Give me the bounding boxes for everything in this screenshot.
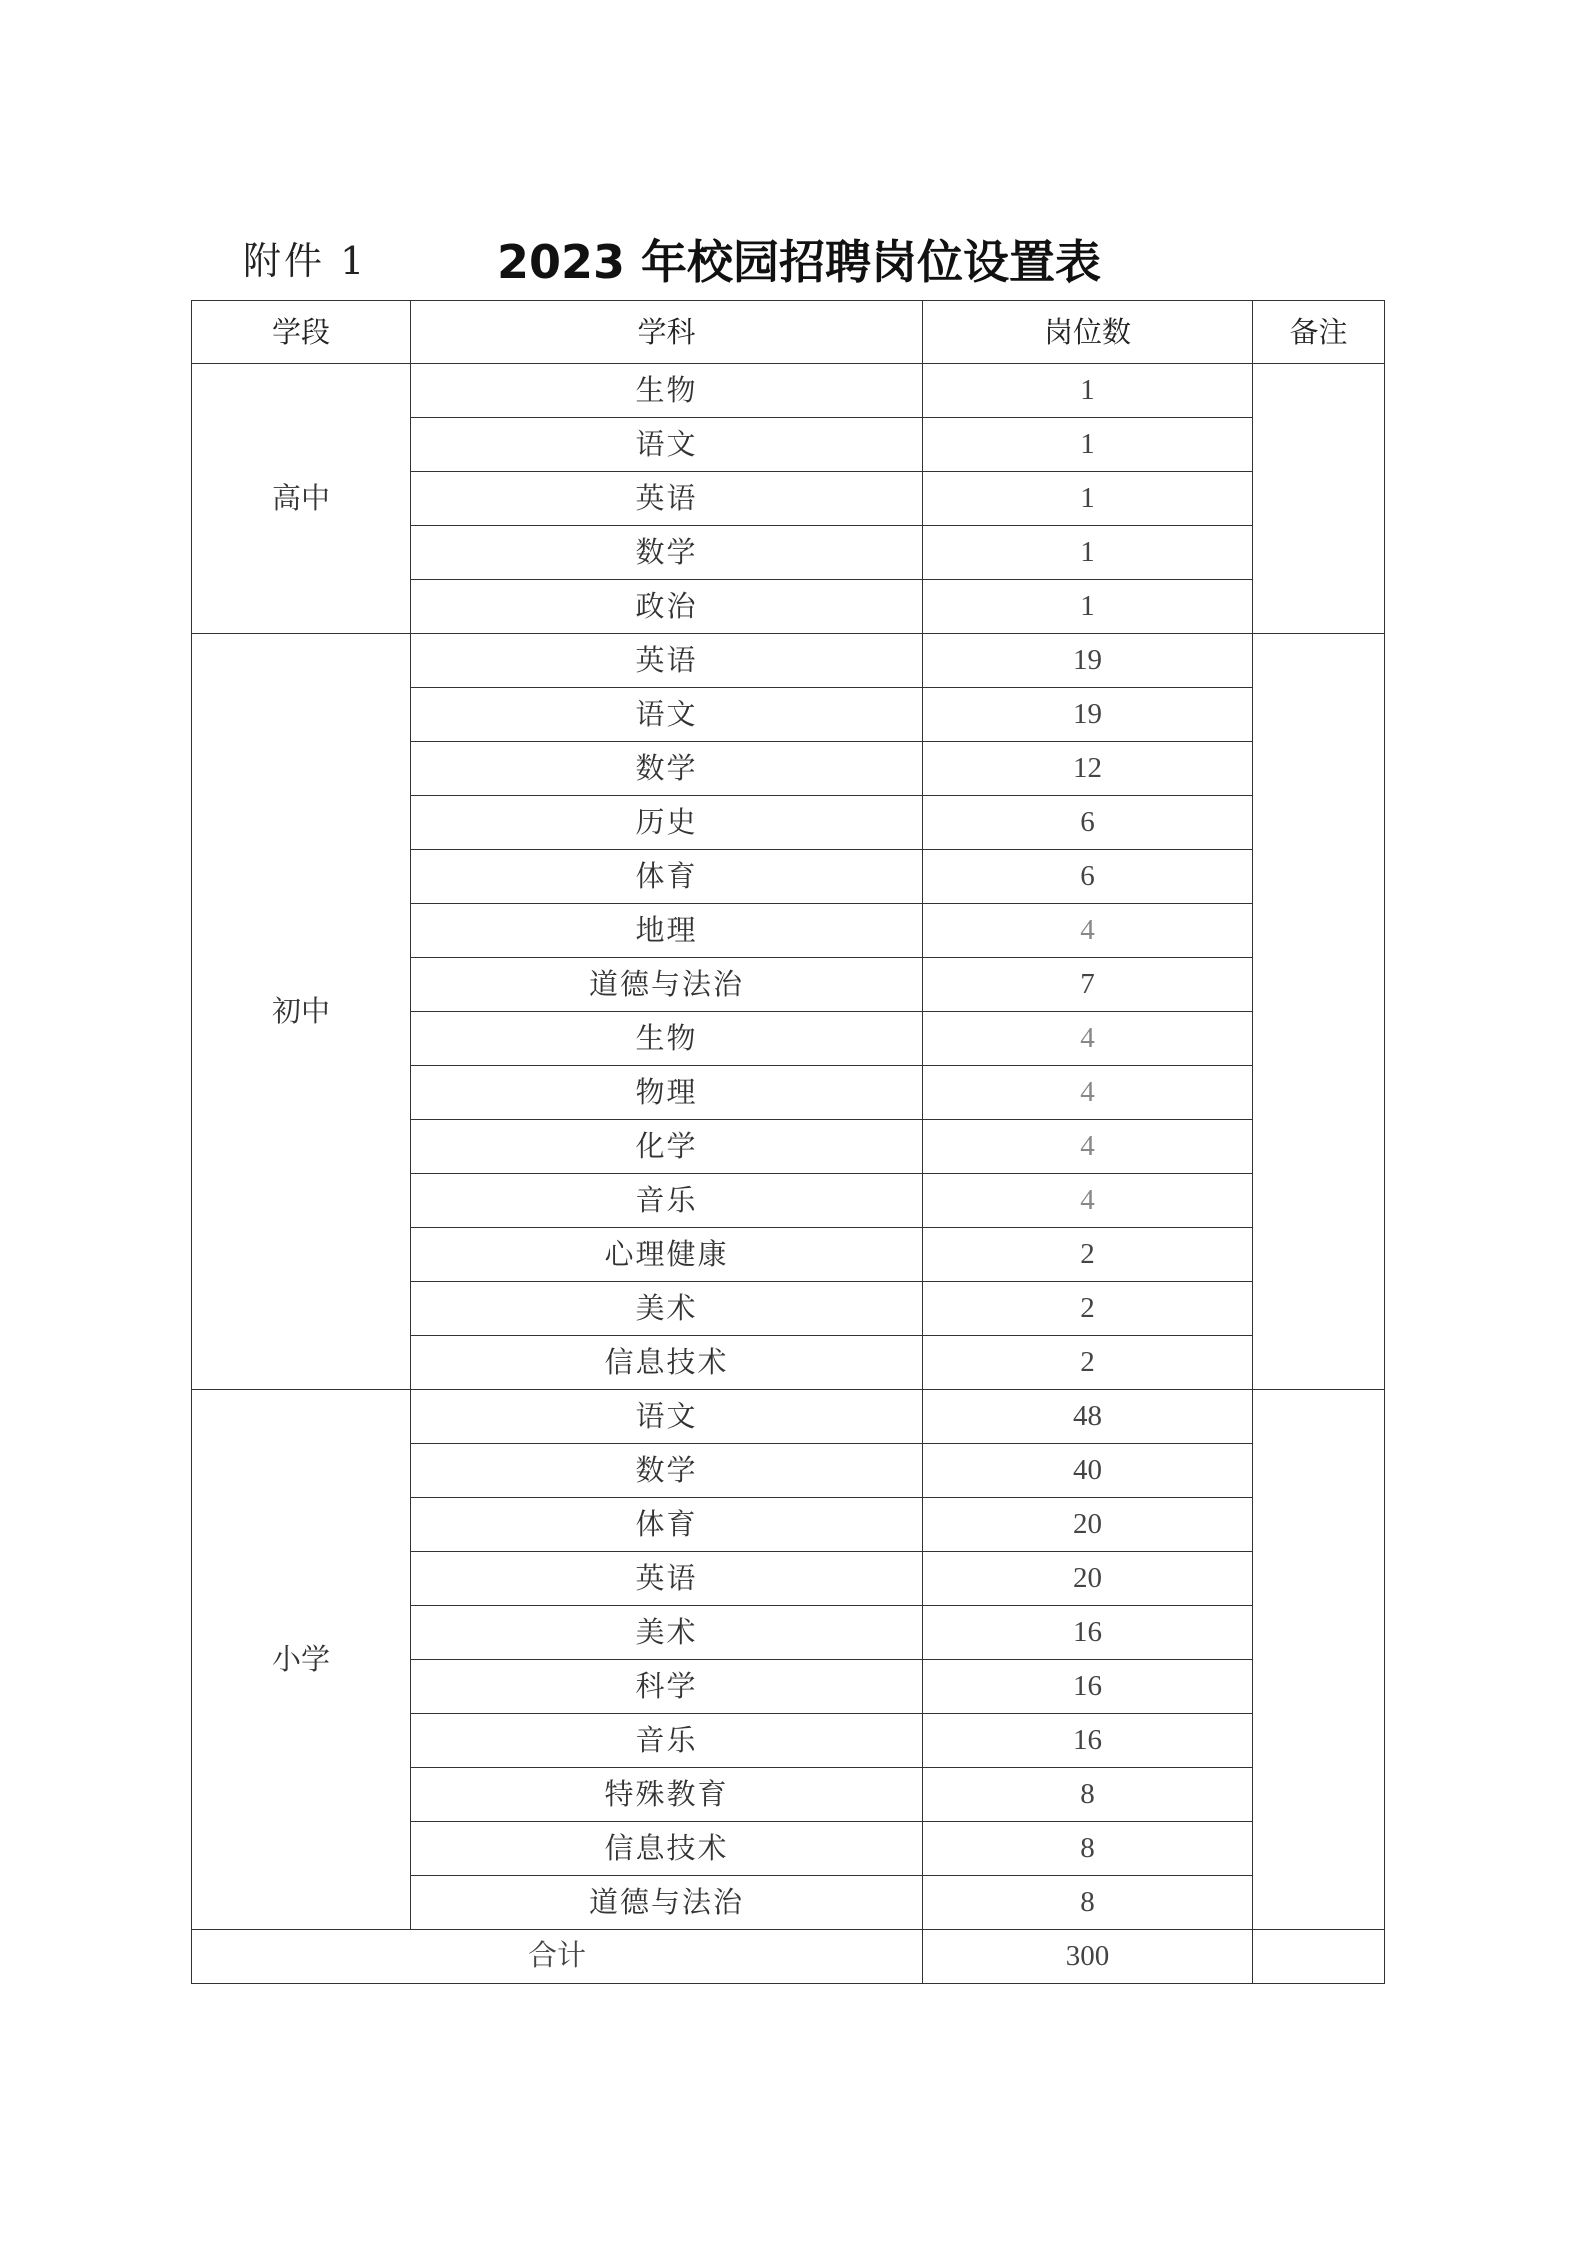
count-cell: 8 bbox=[923, 1768, 1253, 1822]
note-cell bbox=[1253, 1390, 1385, 1930]
subject-cell: 生物 bbox=[411, 364, 923, 418]
count-cell: 16 bbox=[923, 1714, 1253, 1768]
subject-cell: 信息技术 bbox=[411, 1822, 923, 1876]
subject-cell: 英语 bbox=[411, 634, 923, 688]
count-cell: 48 bbox=[923, 1390, 1253, 1444]
subject-cell: 音乐 bbox=[411, 1714, 923, 1768]
count-cell: 8 bbox=[923, 1822, 1253, 1876]
subject-cell: 英语 bbox=[411, 1552, 923, 1606]
annex-label: 附件 1 bbox=[243, 239, 368, 283]
subject-cell: 语文 bbox=[411, 1390, 923, 1444]
positions-table bbox=[191, 300, 1385, 1984]
subject-cell: 地理 bbox=[411, 904, 923, 958]
count-cell: 40 bbox=[923, 1444, 1253, 1498]
subject-cell: 政治 bbox=[411, 580, 923, 634]
count-cell: 4 bbox=[923, 1120, 1253, 1174]
header-count: 岗位数 bbox=[923, 301, 1253, 364]
subject-cell: 数学 bbox=[411, 526, 923, 580]
subject-cell: 科学 bbox=[411, 1660, 923, 1714]
count-cell: 12 bbox=[923, 742, 1253, 796]
subject-cell: 数学 bbox=[411, 742, 923, 796]
header-stage: 学段 bbox=[192, 301, 411, 364]
table-row bbox=[192, 1390, 1385, 1444]
subject-cell: 心理健康 bbox=[411, 1228, 923, 1282]
count-cell: 4 bbox=[923, 904, 1253, 958]
count-cell: 16 bbox=[923, 1660, 1253, 1714]
count-cell: 8 bbox=[923, 1876, 1253, 1930]
stage-cell: 高中 bbox=[192, 364, 411, 634]
subject-cell: 生物 bbox=[411, 1012, 923, 1066]
table-header-row bbox=[192, 301, 1385, 364]
count-cell: 19 bbox=[923, 634, 1253, 688]
total-label: 合计 bbox=[192, 1930, 923, 1984]
table-row bbox=[192, 364, 1385, 418]
count-cell: 2 bbox=[923, 1336, 1253, 1390]
count-cell: 2 bbox=[923, 1282, 1253, 1336]
note-cell bbox=[1253, 364, 1385, 634]
subject-cell: 物理 bbox=[411, 1066, 923, 1120]
subject-cell: 音乐 bbox=[411, 1174, 923, 1228]
count-cell: 4 bbox=[923, 1174, 1253, 1228]
subject-cell: 语文 bbox=[411, 418, 923, 472]
count-cell: 16 bbox=[923, 1606, 1253, 1660]
table-body bbox=[192, 364, 1385, 1984]
subject-cell: 化学 bbox=[411, 1120, 923, 1174]
table-row bbox=[192, 634, 1385, 688]
count-cell: 1 bbox=[923, 418, 1253, 472]
page-title: 2023 年校园招聘岗位设置表 bbox=[497, 235, 1102, 289]
subject-cell: 体育 bbox=[411, 1498, 923, 1552]
subject-cell: 信息技术 bbox=[411, 1336, 923, 1390]
count-cell: 2 bbox=[923, 1228, 1253, 1282]
total-count: 300 bbox=[923, 1930, 1253, 1984]
count-cell: 4 bbox=[923, 1066, 1253, 1120]
stage-cell: 初中 bbox=[192, 634, 411, 1390]
subject-cell: 历史 bbox=[411, 796, 923, 850]
total-row bbox=[192, 1930, 1385, 1984]
header-note: 备注 bbox=[1253, 301, 1385, 364]
stage-cell: 小学 bbox=[192, 1390, 411, 1930]
count-cell: 20 bbox=[923, 1498, 1253, 1552]
subject-cell: 英语 bbox=[411, 472, 923, 526]
subject-cell: 数学 bbox=[411, 1444, 923, 1498]
note-cell bbox=[1253, 634, 1385, 1390]
subject-cell: 美术 bbox=[411, 1282, 923, 1336]
subject-cell: 道德与法治 bbox=[411, 958, 923, 1012]
count-cell: 1 bbox=[923, 364, 1253, 418]
count-cell: 6 bbox=[923, 796, 1253, 850]
subject-cell: 道德与法治 bbox=[411, 1876, 923, 1930]
subject-cell: 语文 bbox=[411, 688, 923, 742]
count-cell: 1 bbox=[923, 526, 1253, 580]
count-cell: 7 bbox=[923, 958, 1253, 1012]
header-subject: 学科 bbox=[411, 301, 923, 364]
subject-cell: 特殊教育 bbox=[411, 1768, 923, 1822]
count-cell: 4 bbox=[923, 1012, 1253, 1066]
subject-cell: 体育 bbox=[411, 850, 923, 904]
count-cell: 19 bbox=[923, 688, 1253, 742]
total-note bbox=[1253, 1930, 1385, 1984]
count-cell: 1 bbox=[923, 472, 1253, 526]
count-cell: 1 bbox=[923, 580, 1253, 634]
count-cell: 6 bbox=[923, 850, 1253, 904]
subject-cell: 美术 bbox=[411, 1606, 923, 1660]
count-cell: 20 bbox=[923, 1552, 1253, 1606]
